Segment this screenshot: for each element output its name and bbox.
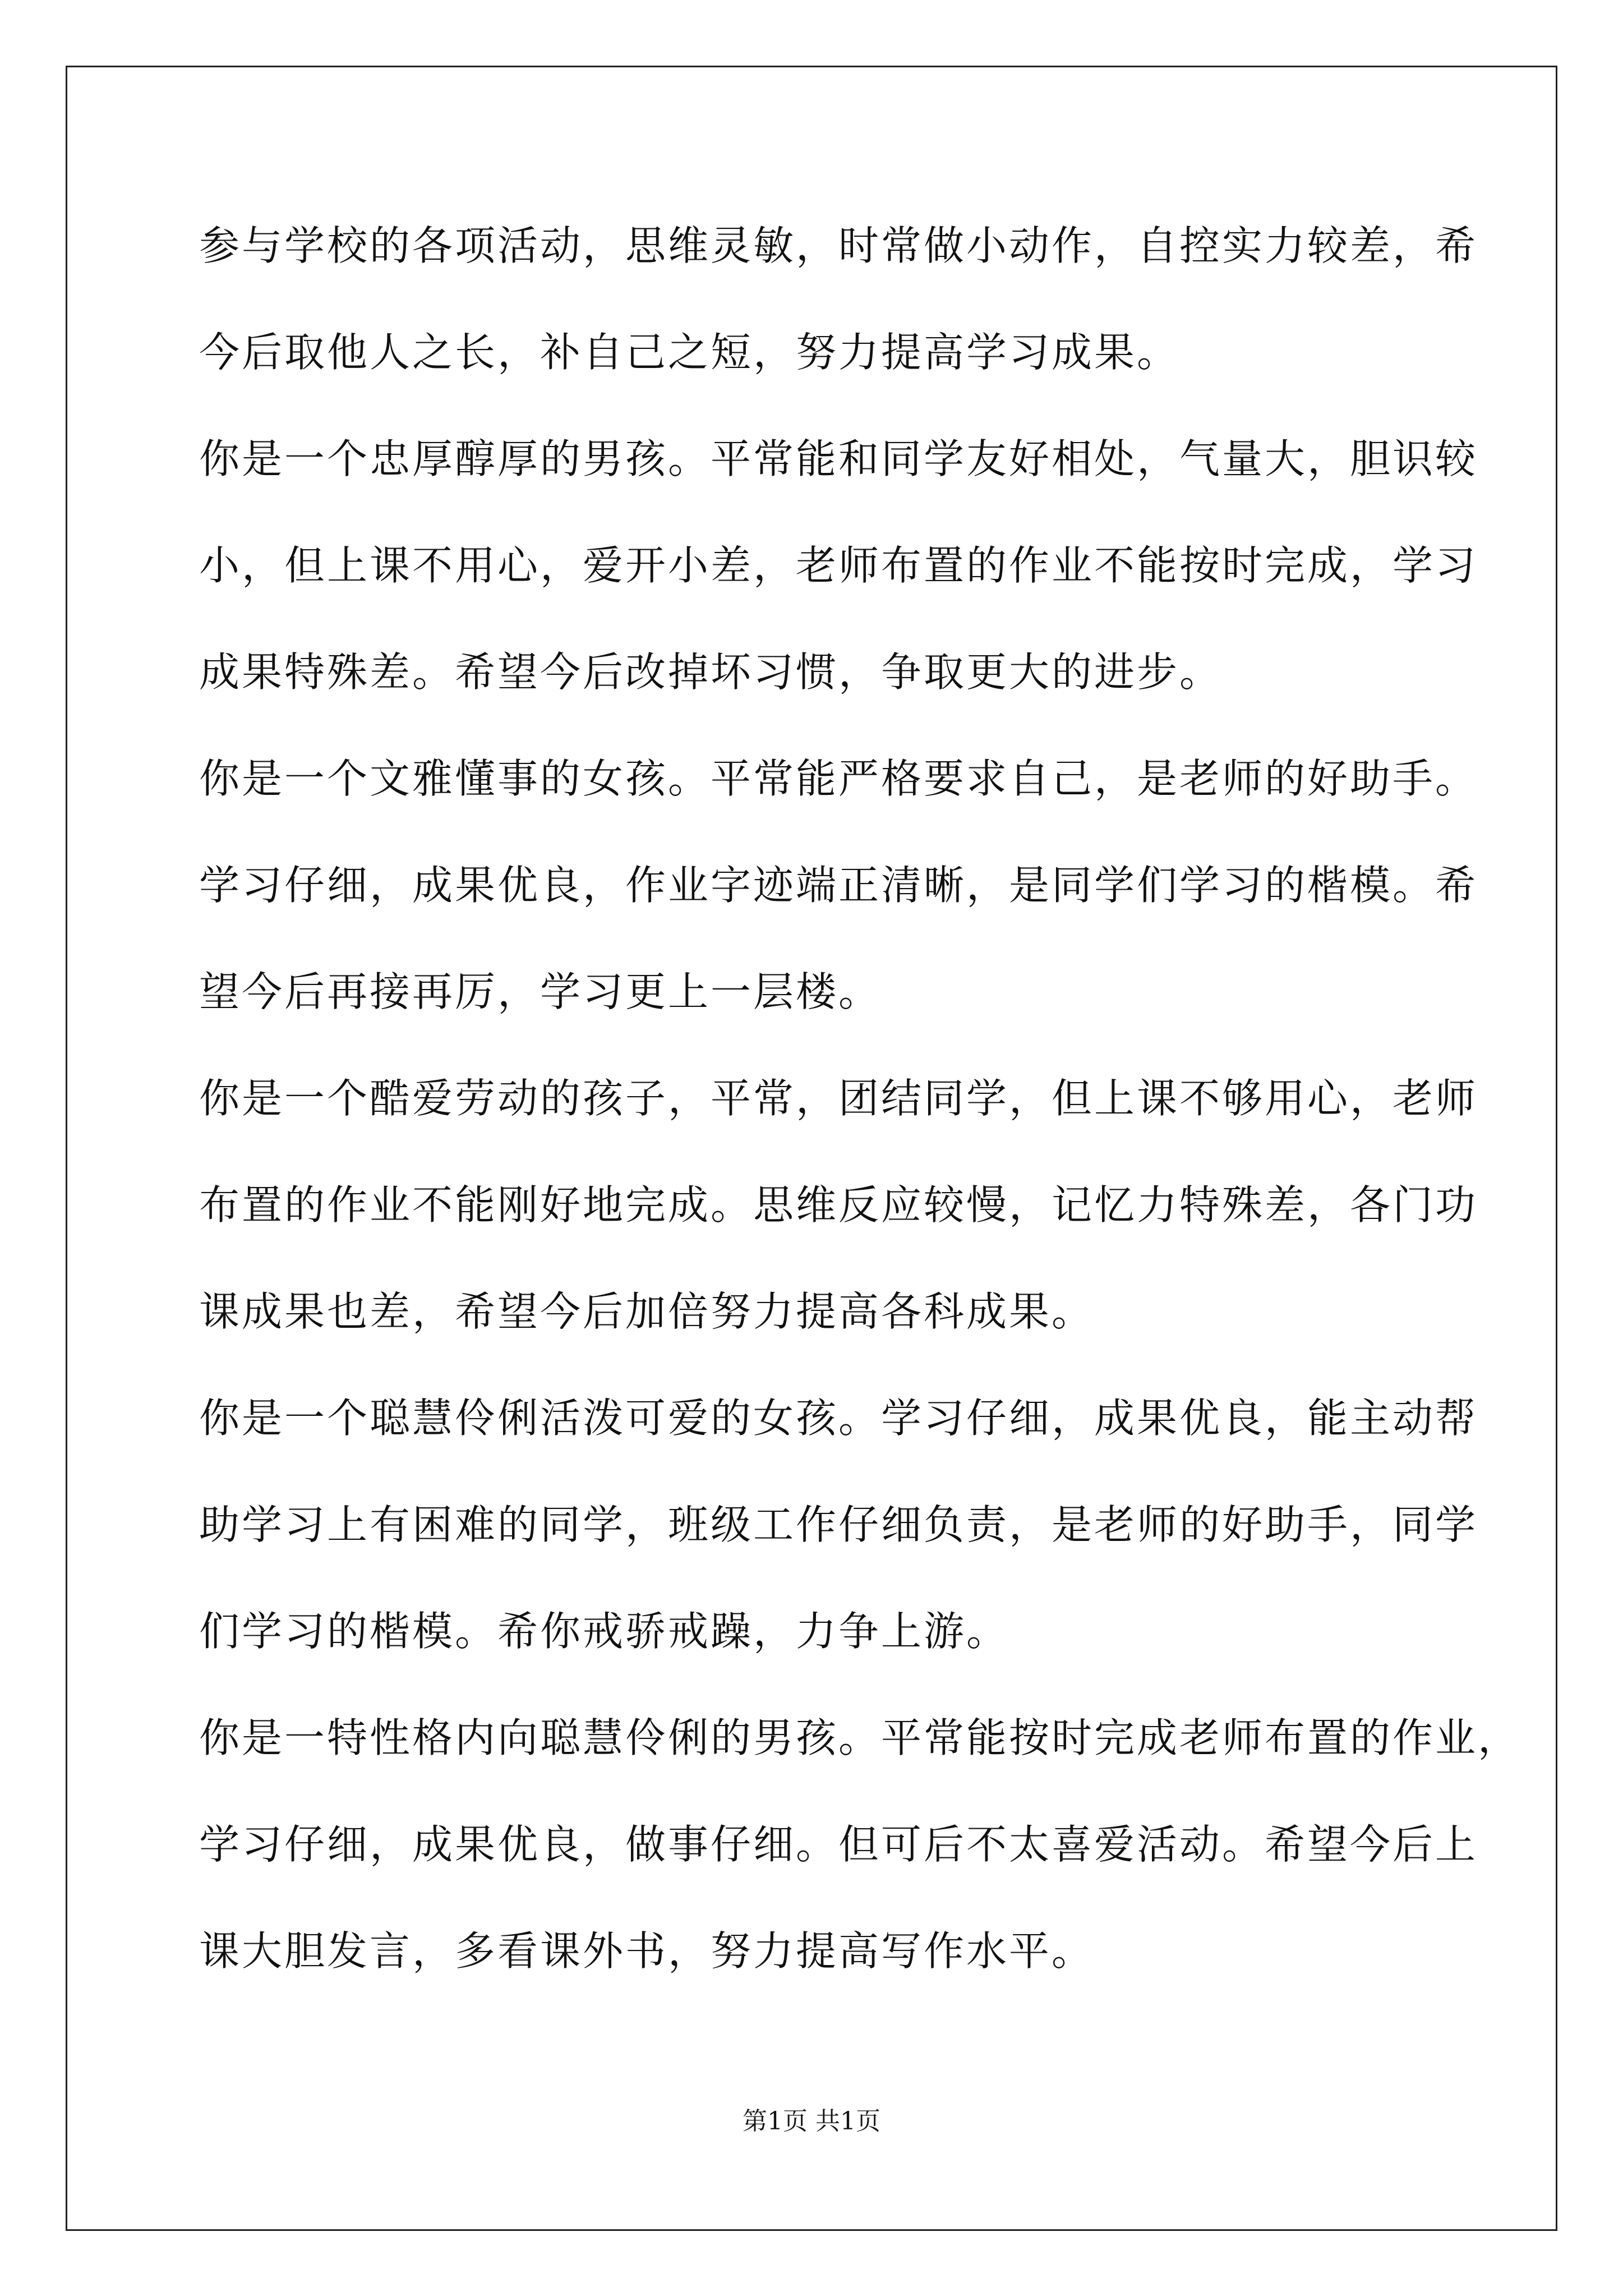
text-line-4: 小，但上课不用心，爱开小差，老师布置的作业不能按时完成，学习 <box>199 542 1478 589</box>
text-line-11: 课成果也差，希望今后加倍努力提高各科成果。 <box>199 1288 1095 1335</box>
text-line-15: 你是一特性格内向聪慧伶俐的男孩。平常能按时完成老师布置的作业， <box>199 1714 1521 1761</box>
page-footer: 第1页 共1页 <box>743 2107 880 2136</box>
text-line-9: 你是一个酷爱劳动的孩子，平常，团结同学，但上课不够用心，老师 <box>199 1075 1478 1122</box>
text-line-5: 成果特殊差。希望今后改掉坏习惯，争取更大的进步。 <box>199 648 1223 696</box>
text-line-10: 布置的作业不能刚好地完成。思维反应较慢，记忆力特殊差，各门功 <box>199 1181 1478 1228</box>
text-line-2: 今后取他人之长，补自己之短，努力提高学习成果。 <box>199 329 1180 376</box>
text-line-12: 你是一个聪慧伶俐活泼可爱的女孩。学习仔细，成果优良，能主动帮 <box>199 1395 1478 1442</box>
text-line-8: 望今后再接再厉，学习更上一层楼。 <box>199 968 882 1015</box>
text-line-3: 你是一个忠厚醇厚的男孩。平常能和同学友好相处，气量大，胆识较 <box>199 435 1478 482</box>
text-line-14: 们学习的楷模。希你戒骄戒躁，力争上游。 <box>199 1608 1009 1655</box>
text-line-16: 学习仔细，成果优良，做事仔细。但可后不太喜爱活动。希望今后上 <box>199 1821 1478 1868</box>
text-line-7: 学习仔细，成果优良，作业字迹端正清晰，是同学们学习的楷模。希 <box>199 862 1478 909</box>
text-line-17: 课大胆发言，多看课外书，努力提高写作水平。 <box>199 1927 1095 1975</box>
text-line-1: 参与学校的各项活动，思维灵敏，时常做小动作，自控实力较差，希 <box>199 222 1478 269</box>
page-border <box>66 66 1557 2231</box>
text-line-13: 助学习上有困难的同学，班级工作仔细负责，是老师的好助手，同学 <box>199 1501 1478 1548</box>
text-line-6: 你是一个文雅懂事的女孩。平常能严格要求自己，是老师的好助手。 <box>199 755 1478 802</box>
